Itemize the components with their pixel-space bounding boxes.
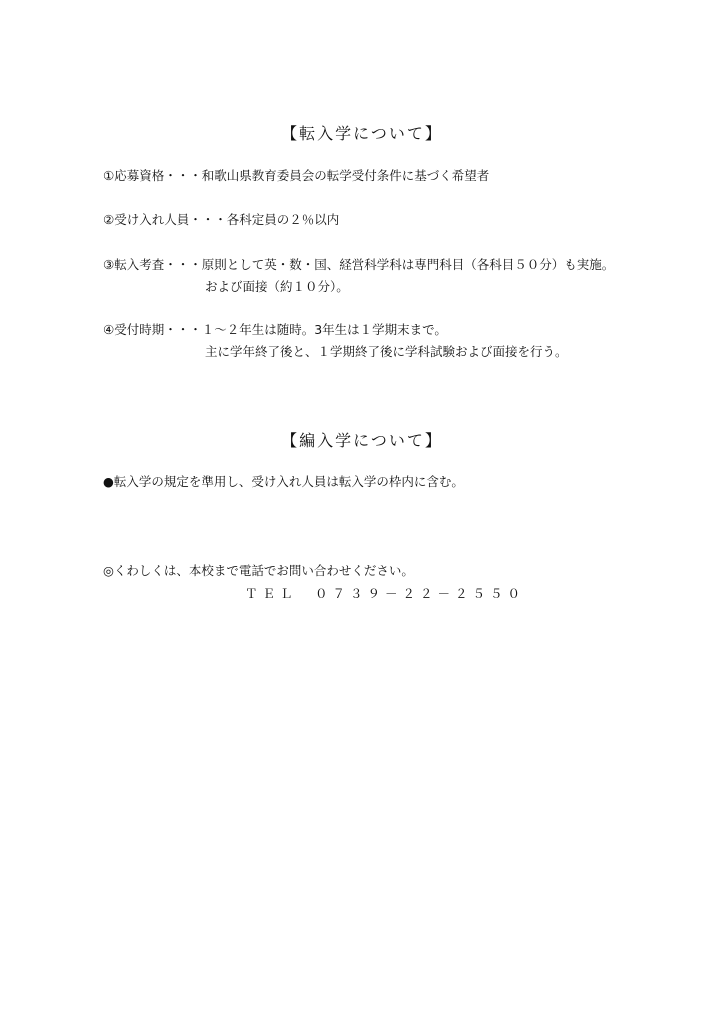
contact-text: ◎くわしくは、本校まで電話でお問い合わせください。 (103, 563, 414, 578)
transfer-item-period: ④受付時期・・・１～２年生は随時。3年生は１学期末まで。 (103, 322, 447, 337)
transfer-item-exam-continuation: および面接（約１０分）。 (205, 279, 349, 294)
transfer-section-title: 【転入学について】 (281, 124, 443, 143)
contact-tel: ＴＥＬ ０７３９－２２－２５５０ (245, 586, 526, 601)
transfer-item-capacity: ②受け入れ人員・・・各科定員の２％以内 (103, 212, 340, 227)
reentry-text: ●転入学の規定を準用し、受け入れ人員は転入学の枠内に含む。 (103, 474, 464, 489)
transfer-item-period-continuation: 主に学年終了後と、１学期終了後に学科試験および面接を行う。 (205, 344, 568, 359)
transfer-item-eligibility: ①応募資格・・・和歌山県教育委員会の転学受付条件に基づく希望者 (103, 168, 490, 183)
reentry-section-title: 【編入学について】 (281, 431, 443, 450)
transfer-item-exam: ③転入考査・・・原則として英・数・国、経営科学科は専門科目（各科目５０分）も実施。 (103, 257, 615, 272)
